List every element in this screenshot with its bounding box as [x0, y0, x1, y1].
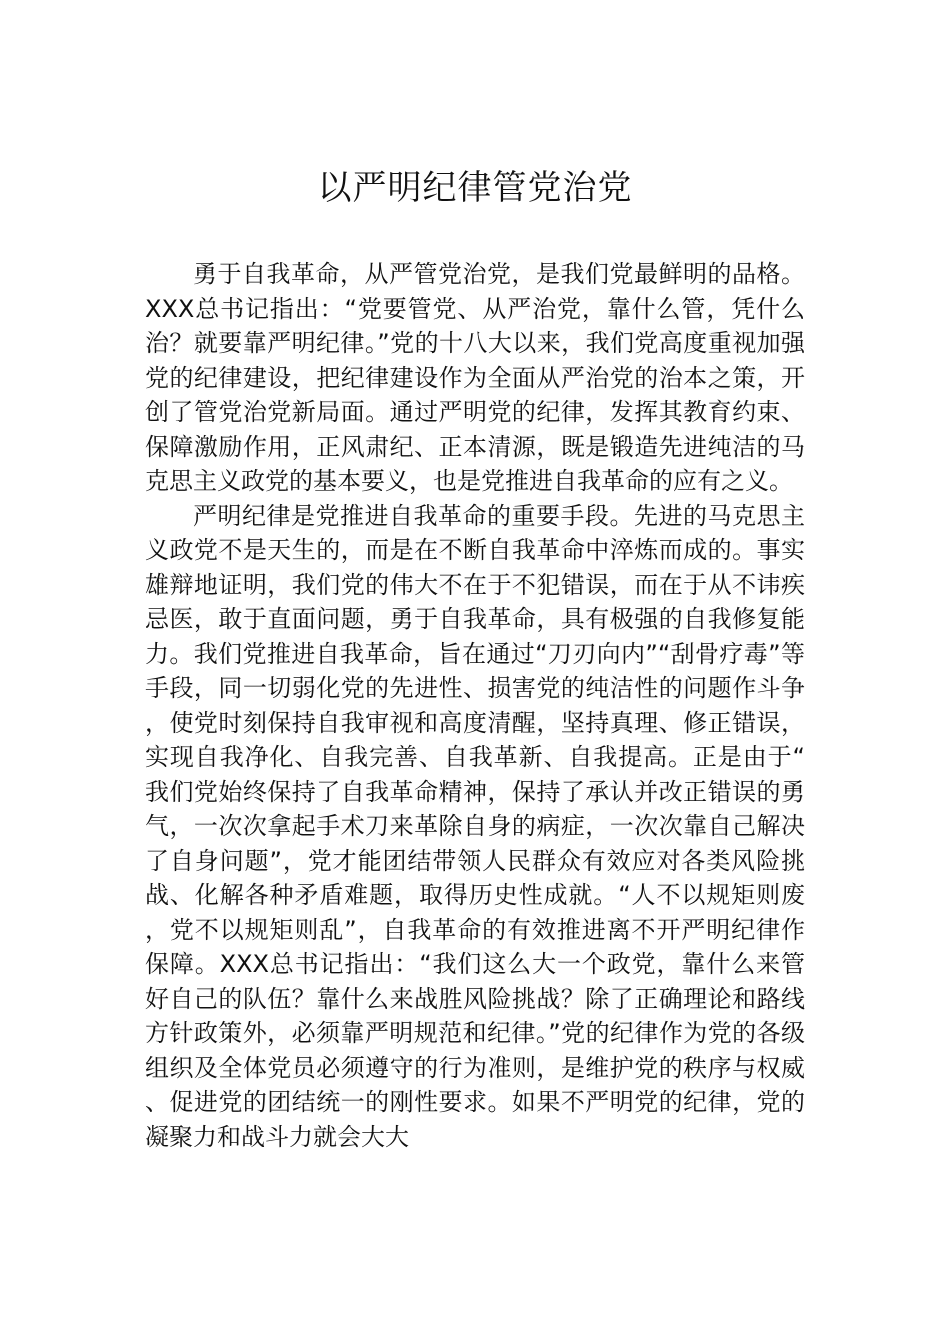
paragraph-2: 严明纪律是党推进自我革命的重要手段。先进的马克思主义政党不是天生的，而是在不断自我革命中淬炼而成的。事实雄辩地证明，我们党的伟大不在于不犯错误，而在于从不讳疾忌医，敢于直面问题，勇于自我革命，具有极强的自我修复能力。我们党推进自我革命，旨在通过“刀刃向内”“刮骨疗毒”等手段，同一切弱化党的先进性、损害党的纯洁性的问题作斗争，使党时刻保持自我审视和高度清醒，坚持真理、修正错误，实现自我净化、自我完善、自我革新、自我提高。正是由于“我们党始终保持了自我革命精神，保持了承认并改正错误的勇气，一次次拿起手术刀来革除自身的病症，一次次靠自己解决了自身问题”，党才能团结带领人民群众有效应对各类风险挑战、化解各种矛盾难题，取得历史性成就。“人不以规矩则废，党不以规矩则乱”，自我革命的有效推进离不开严明纪律作保障。XXX总书记指出：“我们这么大一个政党，靠什么来管好自己的队伍？靠什么来战胜风险挑战？除了正确理论和路线方针政策外，必须靠严明规范和纪律。”党的纪律作为党的各级组织及全体党员必须遵守的行为准则，是维护党的秩序与权威、促进党的团结统一的刚性要求。如果不严明党的纪律，党的凝聚力和战斗力就会大大 — [145, 501, 805, 1151]
document-body — [145, 257, 805, 1154]
paragraph-1: 勇于自我革命，从严管党治党，是我们党最鲜明的品格。XXX总书记指出：“党要管党、从严治党，靠什么管，凭什么治？就要靠严明纪律。”党的十八大以来，我们党高度重视加强党的纪律建设，把纪律建设作为全面从严治党的治本之策，开创了管党治党新局面。通过严明党的纪律，发挥其教育约束、保障激励作用，正风肃纪、正本清源，既是锻造先进纯洁的马克思主义政党的基本要义，也是党推进自我革命的应有之义。 — [145, 260, 805, 495]
document-title: 以严明纪律管党治党 — [317, 168, 633, 208]
